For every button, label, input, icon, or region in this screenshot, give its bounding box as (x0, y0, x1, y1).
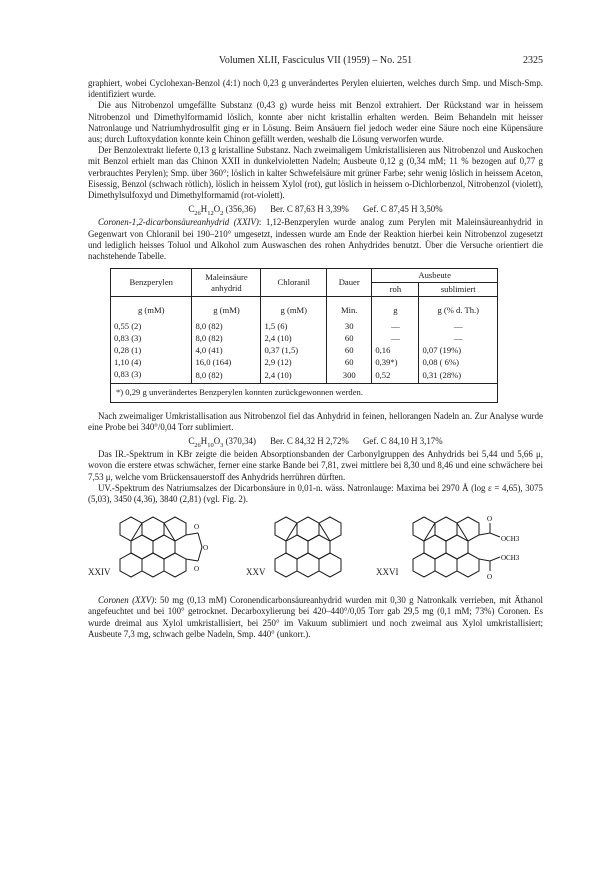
calculated-values: Ber. C 84,32 H 2,72% (270, 436, 349, 447)
svg-text:OCH3: OCH3 (501, 535, 520, 544)
body-text (88, 78, 543, 640)
table-cell: Min. (327, 297, 372, 321)
structure-label-xxvi: XXVI (376, 567, 399, 578)
table-row (111, 320, 498, 332)
table-cell: 300 (327, 368, 372, 384)
table-cell: 2,4 (10) (261, 368, 327, 384)
table-cell: 0,39*) (372, 356, 419, 368)
found-values: Gef. C 87,45 H 3,50% (363, 204, 443, 215)
structure-label-xxiv: XXIV (88, 567, 111, 578)
structure-xxv (268, 513, 348, 591)
table-cell: 0,55 (2) (111, 320, 192, 332)
table-cell: — (372, 320, 419, 332)
table-cell: g (% d. Th.) (419, 297, 498, 321)
table-cell: 0,52 (372, 368, 419, 384)
table-cell: 0,83 (3) (111, 332, 192, 344)
table-cell: 2,4 (10) (261, 332, 327, 344)
table-cell: 0,83 (3) (111, 368, 192, 384)
table-row (111, 356, 498, 368)
elemental-analysis-xxiv (88, 436, 543, 447)
results-table-wrapper (110, 268, 498, 402)
col-header-dauer: Dauer (327, 269, 372, 297)
structure-xxvi (406, 513, 543, 591)
table-cell: 0,31 (28%) (419, 368, 498, 384)
table-cell: g (mM) (261, 297, 327, 321)
paragraph: Coronen (XXV): 50 mg (0,13 mM) Coronendicarbonsäureanhydrid wurden mit 0,30 g Natronkalk verrieben, mit Äthanol angefeuchtet und bei 100° getrocknet. Decarboxylierung bei 420–440°/0,05 Torr gab 29,5 mg (0,1 mM; 73%) Coronen. Es wurde dreimal aus Xylol umkristallisiert, bei 250° im Vakuum sublimiert und noch zweimal aus Xylol umkristallisiert; Ausbeute 7,3 mg, schwach gelbe Nadeln, Smp. 440° (unkorr.). (88, 595, 543, 639)
col-header-roh: roh (372, 283, 419, 297)
table-footnote: *) 0,29 g unverändertes Benzperylen konnten zurückgewonnen werden. (111, 384, 498, 402)
table-cell: 60 (327, 344, 372, 356)
table-cell: g (372, 297, 419, 321)
paragraph: graphiert, wobei Cyclohexan-Benzol (4:1) noch 0,23 g unverändertes Perylen eluierten, welches durch Smp. und Misch-Smp. identifiziert wurde. (88, 78, 543, 100)
table-cell: 0,37 (1,5) (261, 344, 327, 356)
svg-text:OCH3: OCH3 (501, 554, 520, 563)
found-values: Gef. C 84,10 H 3,17% (363, 436, 443, 447)
table-cell: 0,28 (1) (111, 344, 192, 356)
running-header (88, 55, 543, 69)
structure-xxiv (108, 513, 218, 591)
paragraph: UV.-Spektrum des Natriumsalzes der Dicarbonsäure in 0,01-n. wäss. Natronlauge: Maxima bei 2970 Å (log ε = 4,65), 3075 (5,03), 3450 (4,36), 3840 (2,81) (vgl. Fig. 2). (88, 482, 543, 505)
svg-text:O: O (203, 544, 209, 553)
table-row (111, 368, 498, 384)
col-header-chloranil: Chloranil (261, 269, 327, 297)
table-cell: 16,0 (164) (192, 356, 261, 368)
table-cell: 60 (327, 332, 372, 344)
col-header-ausbeute: Ausbeute (372, 269, 498, 283)
table-cell: — (419, 332, 498, 344)
paragraph: Coronen-1,2-dicarbonsäureanhydrid (XXIV): 1,12-Benzperylen wurde analog zum Perylen mit Maleinsäureanhydrid in Gegenwart von Chloranil bei 190–210° umgesetzt, indessen wurde am Ende der Reaktion hierbei kein Nitrobenzol zugesetzt und lediglich heisses Toluol und Alkohol zum Auswaschen des rohen Anhydrides benutzt. Über die Versuche orientiert die nachstehende Tabelle. (88, 217, 543, 262)
table-cell: 8,0 (82) (192, 320, 261, 332)
svg-text:O: O (194, 523, 200, 532)
molecular-formula: $C_{26}H_{10}O_3$ (370,34) (188, 436, 256, 449)
table-cell: 8,0 (82) (192, 332, 261, 344)
paragraph: Der Benzolextrakt lieferte 0,13 g kristalline Substanz. Nach zweimaligem Umkristallisieren aus Nitrobenzol und Auskochen mit Benzol erhielt man das Chinon XXII in dunkelvioletten Nadeln; Ausbeute 0,12 g (0,34 mM; 11 % bezogen auf 0,77 g verbrauchtes Perylen); Smp. über 360°; löslich in kalter Schwefelsäure mit grüner Farbe; sehr wenig löslich in heissem Aceton, Eisessig, Benzol (schwach rötlich), löslich in heissem Xylol (rot), gut löslich in heissem o-Dichlorbenzol, Nitrobenzol (violett), Dimethylsulfoxyd und Dimethylformamid (rot-violett). (88, 145, 543, 201)
table-cell: — (372, 332, 419, 344)
structure-figures (88, 513, 543, 591)
table-cell: 2,9 (12) (261, 356, 327, 368)
table-cell: g (mM) (192, 297, 261, 321)
table-cell: — (419, 320, 498, 332)
table-row (111, 332, 498, 344)
running-title: Volumen XLII, Fasciculus VII (1959) – No. 251 (218, 55, 413, 66)
table-cell: 8,0 (82) (192, 368, 261, 384)
paragraph: Nach zweimaliger Umkristallisation aus Nitrobenzol fiel das Anhydrid in feinen, hellorangen Nadeln an. Zur Analyse wurde eine Probe bei 340°/0,04 Torr sublimiert. (88, 410, 543, 432)
structure-label-xxv: XXV (246, 567, 266, 578)
paragraph: Das IR.-Spektrum in KBr zeigte die beiden Absorptionsbanden der Carbonylgruppen des Anhydrids bei 5,44 und 5,66 μ, wovon die erstere etwas schwächer, ferner eine starke Bande bei 7,81, zwei mittlere bei 8,30 und 8,46 und eine schwächere bei 7,53 μ, welche vom Brückensauerstoff des Anhydrids herrühren dürften. (88, 449, 543, 482)
table-cell: 60 (327, 356, 372, 368)
col-header-benzperylen: Benzperylen (111, 269, 192, 297)
table-cell: 0,08 ( 6%) (419, 356, 498, 368)
table-row (111, 344, 498, 356)
compound-heading: Coronen-1,2-dicarbonsäureanhydrid (XXIV) (98, 217, 259, 228)
svg-text:O: O (487, 515, 493, 524)
svg-text:O: O (487, 573, 493, 582)
table-cell: 1,10 (4) (111, 356, 192, 368)
paragraph: Die aus Nitrobenzol umgefällte Substanz (0,43 g) wurde heiss mit Benzol extrahiert. Der Rückstand war in heissem Nitrobenzol und Dimethylformamid löslich, konnte aber nicht kristallin erhalten werden. Beim Behandeln mit heisser Natronlauge und Natriumhydrosulfit ging er in Lösung. Beim Ansäuern fiel jedoch weder eine Säure noch eine Küpensäure aus; durch Luftoxydation konnte kein Chinon gefällt werden, weshalb die Lösung verworfen wurde. (88, 100, 543, 145)
calculated-values: Ber. C 87,63 H 3,39% (270, 204, 349, 215)
table-cell: 4,0 (41) (192, 344, 261, 356)
table-cell: 0,07 (19%) (419, 344, 498, 356)
page-number: 2325 (523, 55, 543, 66)
compound-heading: Coronen (XXV) (98, 595, 155, 606)
table-units-row (111, 297, 498, 321)
table-cell: 0,16 (372, 344, 419, 356)
results-table (110, 268, 498, 402)
svg-text:O: O (194, 565, 200, 574)
table-cell: 30 (327, 320, 372, 332)
elemental-analysis-xxii (88, 204, 543, 218)
table-cell: g (mM) (111, 297, 192, 321)
col-header-sublimiert: sublimiert (419, 283, 498, 297)
table-cell: 1,5 (6) (261, 320, 327, 332)
col-header-maleinsaeure: Maleinsäure anhydrid (192, 269, 261, 297)
molecular-formula: $C_{26}H_{12}O_2$ (356,36) (188, 204, 256, 218)
